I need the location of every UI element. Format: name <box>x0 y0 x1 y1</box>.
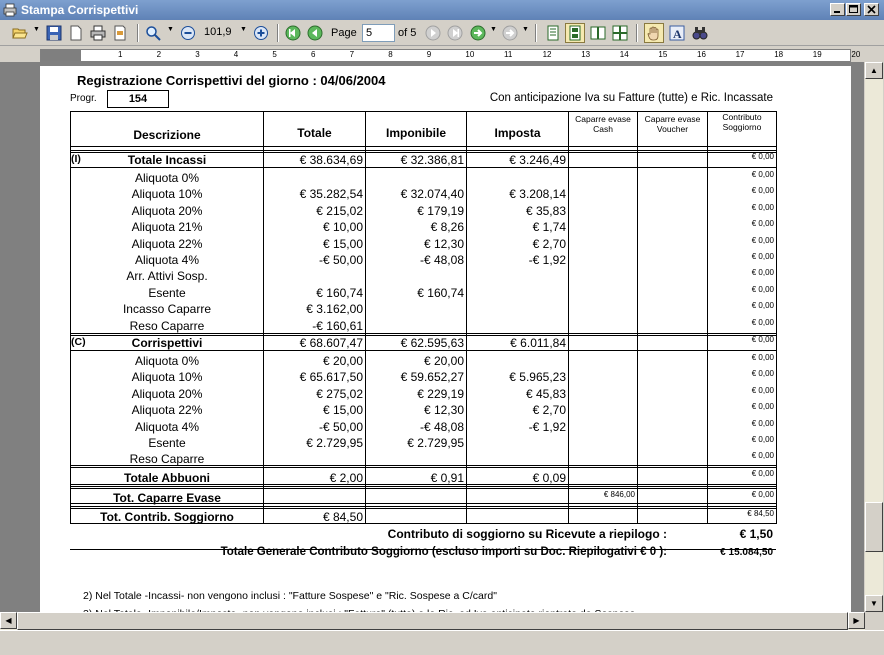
row-imposta: € 45,83 <box>525 386 566 401</box>
section-c-bottom-border <box>70 350 776 351</box>
abbuoni-totale: € 2,00 <box>329 471 363 485</box>
row-totale: € 10,00 <box>322 220 363 235</box>
arrow-right-icon: ▶ <box>853 616 860 625</box>
horizontal-ruler <box>40 49 861 62</box>
last-page-button[interactable] <box>445 23 465 43</box>
header-imponibile: Imponibile <box>386 126 446 140</box>
go-back-icon <box>502 25 518 41</box>
row-totale: -€ 50,00 <box>318 419 363 434</box>
go-forward-icon <box>470 25 486 41</box>
row-totale: € 15,00 <box>322 236 363 251</box>
row-contributo: € 0,00 <box>751 317 774 327</box>
status-bar <box>0 630 884 655</box>
row-label: Aliquota 0% <box>134 171 200 185</box>
ruler-number: 18 <box>774 50 784 59</box>
horizontal-scroll-thumb[interactable] <box>17 612 848 630</box>
header-contributo-soggiorno: Contributo Soggiorno <box>722 112 762 132</box>
row-imposta: € 2,70 <box>532 236 566 251</box>
horizontal-scrollbar[interactable] <box>0 612 865 630</box>
page-number-value: 5 <box>366 27 373 39</box>
ruler-margin-bar <box>41 50 81 61</box>
save-button[interactable] <box>44 23 64 43</box>
row-imposta: € 2,70 <box>532 403 566 418</box>
row-label: Aliquota 21% <box>131 220 203 235</box>
ruler-number: 10 <box>465 50 475 59</box>
continuous-page-icon <box>567 25 583 41</box>
scroll-right-button[interactable] <box>848 612 865 629</box>
go-forward-button[interactable] <box>468 23 488 43</box>
report-title: Registrazione Corrispettivi del giorno : 04/06/2004 <box>77 73 386 88</box>
row-imposta: -€ 1,92 <box>528 253 566 267</box>
note-incassi: 2) Nel Totale -Incassi- non vengono inclusi : "Fatture Sospese" e "Ric. Sospese a C/card" <box>83 590 497 602</box>
row-label: Aliquota 0% <box>134 354 200 368</box>
contrib-label: Tot. Contrib. Soggiorno <box>100 510 234 524</box>
header-bottom-border <box>70 146 776 147</box>
section-imponibile: € 32.386,81 <box>400 153 464 167</box>
zoom-in-plus-button[interactable] <box>251 23 271 43</box>
ruler-number: 14 <box>619 50 629 59</box>
row-label: Arr. Attivi Sosp. <box>126 269 208 284</box>
minimize-icon <box>831 4 844 15</box>
section-imposta: € 6.011,84 <box>510 336 566 350</box>
svg-text:A: A <box>673 27 682 41</box>
page-icon <box>68 25 84 41</box>
caparre-top-border <box>70 486 776 489</box>
header-caparre-voucher: Caparre evase Voucher <box>644 114 701 134</box>
multi-page-view-button[interactable] <box>610 23 630 43</box>
toolbar-separator <box>277 24 279 42</box>
caparre-contributo: € 0,00 <box>751 490 774 499</box>
row-totale: € 160,74 <box>316 285 363 300</box>
header-caparre-cash: Caparre evase Cash <box>575 114 631 134</box>
row-contributo: € 0,00 <box>751 284 774 294</box>
toolbar <box>0 20 884 46</box>
row-contributo: € 0,00 <box>751 369 774 379</box>
row-totale: -€ 50,00 <box>318 253 363 267</box>
document-workspace <box>0 62 864 612</box>
row-label: Aliquota 20% <box>131 386 203 401</box>
ruler-number: 5 <box>272 50 277 59</box>
section-totale: € 68.607,47 <box>299 336 363 350</box>
ruler-number: 16 <box>697 50 706 59</box>
row-imponibile: € 229,19 <box>417 386 464 401</box>
row-imponibile: € 12,30 <box>423 403 464 418</box>
row-label: Aliquota 10% <box>131 187 203 202</box>
row-imponibile: € 32.074,40 <box>400 187 464 202</box>
abbuoni-imponibile: € 0,91 <box>430 471 464 485</box>
section-code: (C) <box>71 336 86 348</box>
arrow-down-icon: ▼ <box>870 599 878 608</box>
row-imponibile: € 20,00 <box>423 354 464 368</box>
caparre-cash: € 846,00 <box>603 490 635 499</box>
row-contributo: € 0,00 <box>751 268 774 278</box>
arrow-left-icon: ◀ <box>5 616 12 625</box>
row-totale: € 15,00 <box>322 403 363 418</box>
previous-page-icon <box>307 25 323 41</box>
last-page-icon <box>447 25 463 41</box>
row-imponibile: -€ 48,08 <box>419 419 464 434</box>
row-imposta: € 5.965,23 <box>509 370 566 385</box>
summary-totale-label: Totale Generale Contributo Soggiorno (escluso importi su Doc. Riepilogativi € 0 ): <box>220 546 667 558</box>
header-totale: Totale <box>297 126 332 140</box>
first-page-icon <box>285 25 301 41</box>
scroll-down-button[interactable] <box>865 595 883 612</box>
contrib-top-border <box>70 506 776 509</box>
next-page-button[interactable] <box>423 23 443 43</box>
row-label: Aliquota 22% <box>131 403 203 418</box>
go-back-dropdown-icon[interactable]: ▼ <box>522 26 529 33</box>
ruler-number: 4 <box>233 50 239 59</box>
arrow-up-icon: ▲ <box>870 66 878 75</box>
contrib-totale: € 84,50 <box>322 510 363 524</box>
zoom-dropdown-icon[interactable]: ▼ <box>240 26 247 33</box>
print-button[interactable] <box>88 23 108 43</box>
row-contributo: € 0,00 <box>751 301 774 311</box>
ruler-number: 3 <box>195 50 200 59</box>
text-select-icon <box>669 25 685 41</box>
ruler-number: 15 <box>658 50 668 59</box>
section-contributo: € 0,00 <box>751 335 774 344</box>
section-code: (I) <box>71 153 81 165</box>
page-setup-button[interactable] <box>110 23 130 43</box>
row-contributo: € 0,00 <box>751 418 774 428</box>
abbuoni-imposta: € 0,09 <box>532 471 566 485</box>
new-page-button[interactable] <box>66 23 86 43</box>
ruler-number: 7 <box>349 50 355 59</box>
row-imponibile: -€ 48,08 <box>419 253 464 267</box>
open-dropdown-icon[interactable]: ▼ <box>33 26 40 33</box>
first-page-button[interactable] <box>283 23 303 43</box>
col-divider <box>568 111 569 524</box>
ruler-number: 17 <box>735 50 745 59</box>
row-contributo: € 0,00 <box>751 170 774 179</box>
window-title: Stampa Corrispettivi <box>21 3 139 17</box>
summary-totale-value: € 15.084,50 <box>720 547 773 558</box>
row-contributo: € 0,00 <box>751 202 774 212</box>
row-contributo: € 0,00 <box>751 353 774 362</box>
two-page-view-button[interactable] <box>588 23 608 43</box>
printer-app-icon <box>3 3 17 17</box>
row-label: Incasso Caparre <box>122 302 212 317</box>
vertical-scrollbar[interactable] <box>865 62 883 612</box>
toolbar-separator <box>137 24 139 42</box>
vertical-scroll-thumb[interactable] <box>865 502 883 552</box>
row-label: Aliquota 10% <box>131 370 203 385</box>
row-imposta: € 35,83 <box>525 203 566 218</box>
row-contributo: € 0,00 <box>751 252 774 261</box>
ruler-number: 20 <box>851 50 861 59</box>
text-select-button[interactable] <box>667 23 687 43</box>
row-label: Reso Caparre <box>129 452 205 467</box>
page-label: Page <box>331 27 357 39</box>
next-page-icon <box>425 25 441 41</box>
row-contributo: € 0,00 <box>751 451 774 461</box>
row-label: Aliquota 20% <box>131 203 203 218</box>
zoom-out-button[interactable] <box>178 23 198 43</box>
ruler-number: 19 <box>812 50 822 59</box>
row-imponibile: € 179,19 <box>417 203 464 218</box>
row-contributo: € 0,00 <box>751 402 774 412</box>
toolbar-separator <box>535 24 537 42</box>
report-page <box>40 66 851 626</box>
row-label: Reso Caparre <box>129 318 205 333</box>
row-contributo: € 0,00 <box>751 385 774 395</box>
abbuoni-label: Totale Abbuoni <box>124 471 210 485</box>
row-contributo: € 0,00 <box>751 235 774 245</box>
zoom-out-icon <box>180 25 196 41</box>
ruler-number: 8 <box>388 50 393 59</box>
single-page-icon <box>545 25 561 41</box>
contrib-contributo: € 84,50 <box>747 509 774 518</box>
section-totale: € 38.634,69 <box>299 153 363 167</box>
close-button[interactable] <box>864 3 879 16</box>
summary-ricevute-value: € 1,50 <box>739 527 773 541</box>
row-contributo: € 0,00 <box>751 435 774 444</box>
row-totale: € 2.729,95 <box>306 436 363 450</box>
find-button[interactable] <box>690 23 710 43</box>
col-divider <box>365 111 366 524</box>
page-count-label: of 5 <box>398 27 417 39</box>
row-label: Aliquota 4% <box>134 253 200 267</box>
title-bar <box>0 0 884 20</box>
ruler-number: 2 <box>156 50 162 59</box>
section-label: Corrispettivi <box>131 336 203 350</box>
ruler-number: 9 <box>426 50 432 59</box>
page-number-input[interactable] <box>362 24 395 42</box>
hand-tool-button[interactable] <box>644 23 664 43</box>
two-page-icon <box>590 25 606 41</box>
row-totale: € 35.282,54 <box>299 187 363 202</box>
section-contributo: € 0,00 <box>751 152 774 161</box>
col-divider <box>776 111 777 524</box>
header-imposta: Imposta <box>494 126 541 140</box>
zoom-in-button[interactable] <box>143 23 163 43</box>
previous-page-button[interactable] <box>305 23 325 43</box>
row-totale: -€ 160,61 <box>312 318 363 333</box>
row-imposta: -€ 1,92 <box>528 419 566 434</box>
row-label: Esente <box>148 285 186 300</box>
ruler-number: 11 <box>504 50 513 59</box>
row-imponibile: € 2.729,95 <box>407 436 464 450</box>
row-imposta: € 1,74 <box>532 220 566 235</box>
header-descrizione: Descrizione <box>133 128 201 142</box>
multi-page-icon <box>612 25 628 41</box>
scroll-left-button[interactable] <box>0 612 17 629</box>
report-subtitle: Con anticipazione Iva su Fatture (tutte) e Ric. Incassate <box>489 92 773 104</box>
table-top-border <box>70 111 776 112</box>
magnifier-icon <box>145 25 161 41</box>
section-label: Totale Incassi <box>127 153 207 167</box>
continuous-view-button[interactable] <box>565 23 585 43</box>
row-totale: € 3.162,00 <box>306 302 363 317</box>
section-imponibile: € 62.595,63 <box>400 336 464 350</box>
section-i-bottom-border <box>70 167 776 168</box>
progr-label: Progr. <box>70 93 97 104</box>
row-label: Aliquota 4% <box>134 419 200 434</box>
row-totale: € 275,02 <box>316 386 363 401</box>
row-imponibile: € 12,30 <box>423 236 464 251</box>
row-imposta: € 3.208,14 <box>509 187 566 202</box>
col-divider <box>263 111 264 524</box>
single-page-view-button[interactable] <box>543 23 563 43</box>
ruler-number: 6 <box>311 50 316 59</box>
summary-ricevute-label: Contributo di soggiorno su Ricevute a riepilogo : <box>387 527 667 541</box>
section-imposta: € 3.246,49 <box>509 153 566 167</box>
ruler-number: 13 <box>581 50 591 59</box>
row-imponibile: € 59.652,27 <box>400 370 464 385</box>
progr-value: 154 <box>107 90 169 108</box>
row-contributo: € 0,00 <box>751 186 774 196</box>
row-totale: € 65.617,50 <box>299 370 363 385</box>
go-forward-dropdown-icon[interactable]: ▼ <box>490 26 497 33</box>
caparre-label: Tot. Caparre Evase <box>113 491 221 505</box>
ruler-number: 1 <box>118 50 123 59</box>
save-icon <box>46 25 62 41</box>
ruler-number: 12 <box>542 50 552 59</box>
maximize-icon <box>847 4 860 15</box>
row-contributo: € 0,00 <box>751 219 774 229</box>
row-imponibile: € 8,26 <box>430 220 464 235</box>
zoom-in-icon <box>253 25 269 41</box>
page-setup-icon <box>112 25 128 41</box>
hand-icon <box>646 25 662 41</box>
col-divider <box>637 111 638 524</box>
close-icon <box>865 4 878 15</box>
abbuoni-contributo: € 0,00 <box>751 469 774 478</box>
scrollbar-corner <box>865 612 884 630</box>
binoculars-icon <box>692 25 708 41</box>
scroll-up-button[interactable] <box>865 62 883 79</box>
folder-open-icon <box>12 25 28 41</box>
row-totale: € 215,02 <box>316 203 363 218</box>
row-label: Esente <box>148 436 186 450</box>
maximize-button[interactable] <box>846 3 861 16</box>
zoom-value: 101,9 <box>204 26 232 38</box>
row-imponibile: € 160,74 <box>417 285 464 300</box>
row-label: Aliquota 22% <box>131 236 203 251</box>
open-button[interactable] <box>10 23 30 43</box>
toolbar-separator <box>636 24 638 42</box>
zoom-menu-dropdown-icon[interactable]: ▼ <box>167 26 174 33</box>
go-back-button[interactable] <box>500 23 520 43</box>
printer-icon <box>90 25 106 41</box>
row-totale: € 20,00 <box>322 354 363 368</box>
minimize-button[interactable] <box>830 3 845 16</box>
col-divider <box>466 111 467 524</box>
